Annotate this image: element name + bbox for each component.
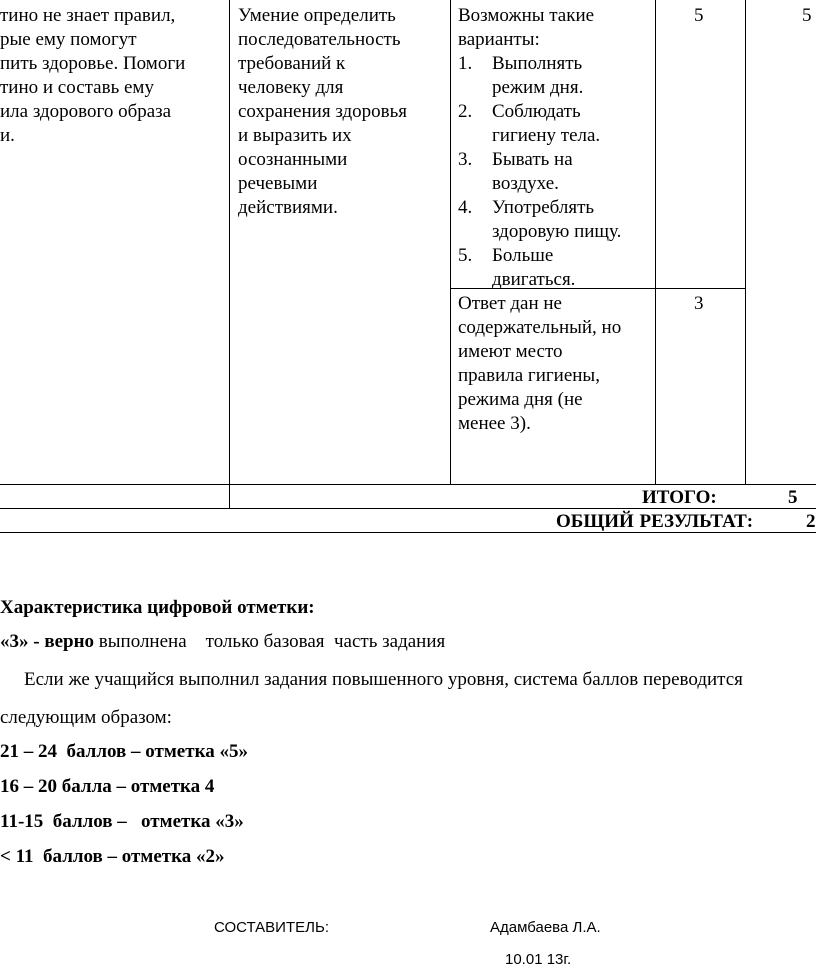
grade-3-description: [0, 630, 445, 654]
task-text-line: тино и составь ему: [0, 77, 154, 98]
date-text: 10.01 13г.: [505, 951, 572, 968]
author-name: Адамбаева Л.А.: [490, 919, 601, 936]
score-cell: 5: [694, 5, 704, 26]
answer-option: 5. Больше двигаться.: [458, 245, 576, 290]
answer-alt-line: правила гигиены,: [458, 365, 600, 386]
table-divider: [655, 0, 656, 484]
author-label: СОСТАВИТЕЛЬ:: [214, 919, 329, 936]
conversion-paragraph-line: следующим образом:: [0, 707, 172, 728]
scale-item: 11-15 баллов – отметка «3»: [0, 811, 244, 832]
task-text-line: пить здоровье. Помоги: [0, 53, 186, 74]
skill-text-line: действиями.: [238, 197, 338, 218]
answer-alt: [458, 292, 621, 436]
skill-text-line: и выразить их: [238, 125, 352, 146]
scale-item: 21 – 24 баллов – отметка «5»: [0, 741, 248, 762]
answer-option: 4. Употреблять здоровую пищу.: [458, 197, 622, 242]
total-value: 5: [788, 487, 798, 508]
task-text-line: рые ему помогут: [0, 29, 137, 50]
answer-alt-line: содержательный, но: [458, 317, 622, 338]
task-text-line: и.: [0, 125, 15, 146]
answer-options-list: [458, 52, 621, 292]
task-text-line: ила здорового образа: [0, 101, 172, 122]
scale-item: < 11 баллов – отметка «2»: [0, 846, 225, 867]
table-divider: [745, 0, 746, 484]
answer-alt-line: Ответ дан не: [458, 293, 562, 314]
scale-item: 16 – 20 балла – отметка 4: [0, 776, 215, 797]
result-label: ОБЩИЙ РЕЗУЛЬТАТ:: [556, 511, 754, 532]
answer-option: 3. Бывать на воздухе.: [458, 149, 573, 194]
table-divider: [229, 0, 230, 508]
total-label: ИТОГО:: [642, 487, 717, 508]
skill-text-line: речевыми: [238, 173, 318, 194]
skill-text-line: требований к: [238, 53, 346, 74]
table-divider: [450, 0, 451, 484]
skill-text-line: сохранения здоровья: [238, 101, 408, 122]
grading-heading: Характеристика цифровой отметки:: [0, 597, 315, 618]
task-text-line: тино не знает правил,: [0, 5, 176, 26]
skill-text-line: Умение определить: [238, 5, 396, 26]
task-text: [0, 4, 185, 148]
skill-text-line: последовательность: [238, 29, 401, 50]
answer-option: 1. Выполнять режим дня.: [458, 53, 584, 98]
answer-alt-line: режима дня (не: [458, 389, 583, 410]
answer-intro-line: Возможны такие: [458, 5, 595, 26]
result-value: 2: [806, 511, 816, 532]
skill-text: [238, 4, 407, 220]
table-divider: [0, 484, 816, 485]
answer-intro-line: варианты:: [458, 29, 540, 50]
answer-option: 2. Соблюдать гигиену тела.: [458, 101, 601, 146]
grade-3-text: выполнена только базовая часть задания: [94, 631, 446, 652]
answer-alt-line: менее 3).: [458, 413, 531, 434]
grade-3-label: «3» - верно: [0, 631, 95, 652]
score-cell: 3: [694, 293, 704, 314]
skill-text-line: осознанными: [238, 149, 348, 170]
skill-text-line: человеку для: [238, 77, 344, 98]
conversion-paragraph-line: Если же учащийся выполнил задания повышенного уровня, система баллов переводится: [24, 669, 743, 690]
max-score-cell: 5: [802, 5, 812, 26]
answer-variants: [458, 4, 621, 292]
answer-alt-line: имеют место: [458, 341, 563, 362]
